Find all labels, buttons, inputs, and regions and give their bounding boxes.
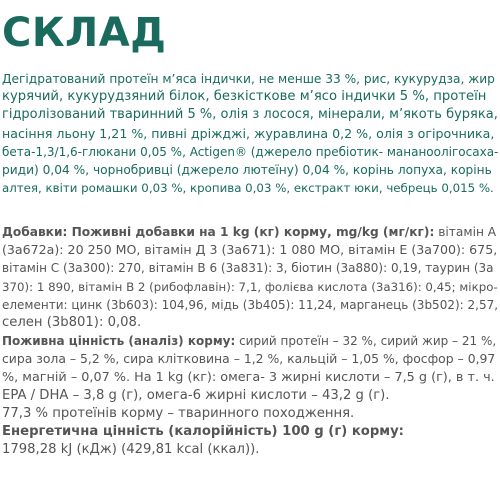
ingredients-line: курячий, кукурудзяний білок, безкісткове м’ясо індички 5 %, протеїн (2, 89, 487, 105)
nutrition-line (2, 332, 498, 350)
energy-label: Енергетична цінність (калорійність) 100 g (г) корму: (2, 424, 404, 440)
energy-value: 1798,28 kJ (кДж) (429,81 kcal (ккал)). (2, 442, 260, 458)
ingredients-line: риди) 0,04 %, чорнобривці (джерело лютеїну) 0,04 %, корінь лопуха, корінь (2, 163, 492, 178)
ingredients-line: алтея, квіти ромашки 0,03 %, кропива 0,03 %, екстракт юки, чебрець 0,015 %. (2, 181, 494, 196)
nutrition-line: EPA / DHA – 3,8 g (г), омега-6 жирні кислоти – 43,2 g (г). (2, 387, 390, 403)
ingredients-line: насіння льону 1,21 %, пивні дріжджі, журавлина 0,2 %, олія з огірочника, (2, 125, 495, 141)
nutrition-text: сирий протеїн – 32 %, сирий жир – 21 %, (235, 334, 497, 349)
nutrition-line: сира зола – 5,2 %, сира клітковина – 1,2 %, кальцій – 1,05 %, фосфор – 0,97 (2, 351, 496, 367)
additives-line: вітамін С (3а300): 270, вітамін В 6 (3а831): 3, біотин (3а880): 0,19, таурин (3а (2, 261, 494, 276)
ingredients-line: бета-1,3/1,6-глюкани 0,05 %, Actigen® (джерело пребіотик- мананоолігосаха- (2, 144, 499, 159)
ingredients-paragraph (2, 70, 498, 197)
additives-label: Добавки: Поживні добавки на 1 kg (кг) корму, mg/kg (мг/кг): (2, 225, 435, 239)
additives-line (2, 223, 498, 241)
additives-line: селен (3b801): 0,08. (2, 315, 142, 331)
additives-text: вітамін А (434, 225, 497, 239)
additives-line: елементи: цинк (3b603): 104,96, мідь (3b405): 11,24, марганець (3b502): 2,57, (2, 297, 499, 312)
ingredients-line: гідролізований тваринний 5 %, олія з лосося, мінерали, м’якоть буряка, (2, 107, 498, 123)
ingredients-line: Дегідратований протеїн м’яса індички, не менше 33 %, рис, кукурудза, жир (2, 72, 495, 86)
nutrition-line: 77,3 % протеїнів корму – тваринного походження. (2, 406, 355, 422)
nutrition-line: %, магній – 0,07 %. На 1 kg (кг): омега- 3 жирні кислоти – 7,5 g (г), в т. ч. (2, 369, 495, 385)
page-title: СКЛАД (2, 10, 167, 56)
nutrition-label: Поживна цінність (аналіз) корму: (2, 334, 236, 349)
additives-line: (3а672а): 20 250 МО, вітамін Д 3 (3а671): 1 080 МО, вітамін Е (3а700): 675, (2, 242, 498, 258)
additives-line: 370): 1 890, вітамін В 2 (рибофлавін): 7,1, фолієва кислота (3а316): 0,45; мікро- (2, 279, 498, 294)
details-block (2, 223, 498, 460)
